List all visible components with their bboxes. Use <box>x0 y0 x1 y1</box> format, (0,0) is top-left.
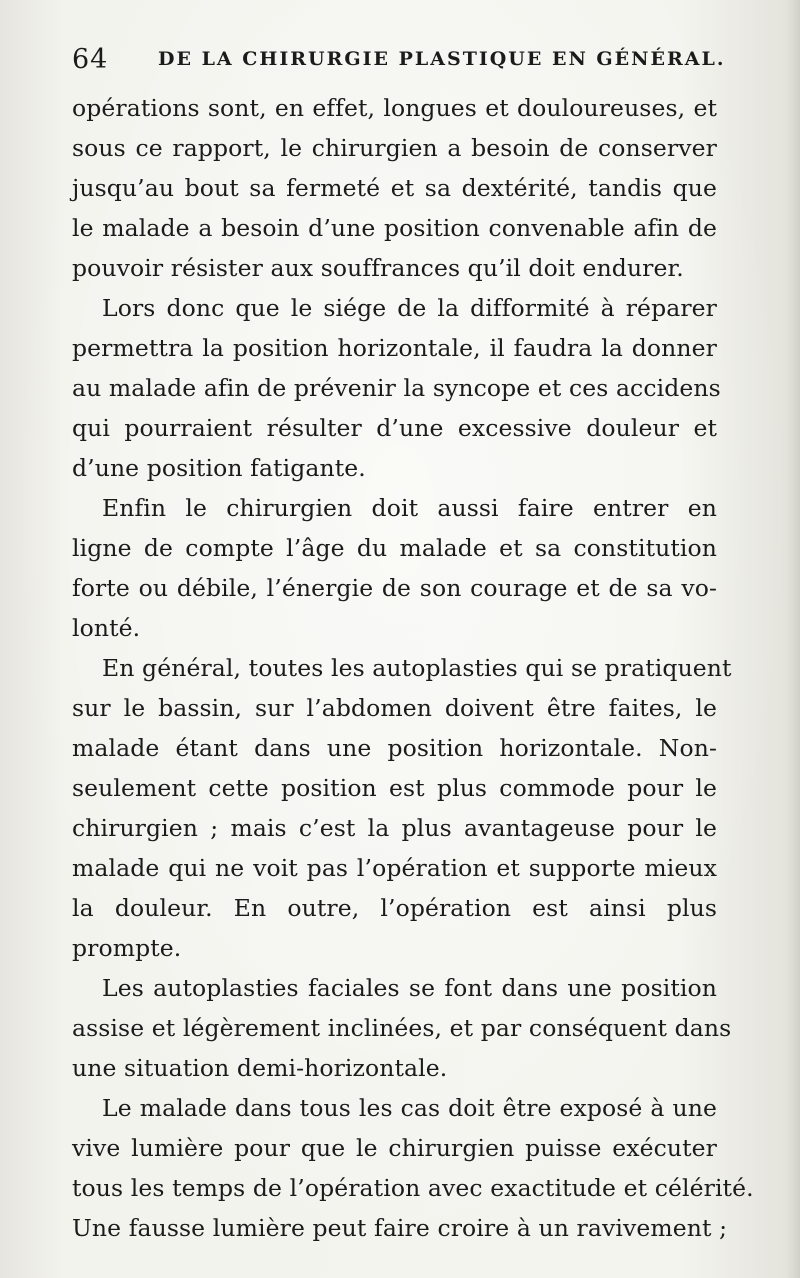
text-line: Le malade dans tous les cas doit être exposé à une <box>102 1094 717 1122</box>
page-edge-shadow <box>786 0 800 1278</box>
text-line: pouvoir résister aux souffrances qu’il doit endurer. <box>72 254 684 282</box>
text-line: prompte. <box>72 934 182 962</box>
text-line: seulement cette position est plus commode pour le <box>72 774 717 802</box>
text-line: le malade a besoin d’une position convenable afin de <box>72 214 717 242</box>
text-line: Une fausse lumière peut faire croire à un ravivement ; <box>72 1214 728 1242</box>
page-number: 64 <box>72 44 109 75</box>
text-line: d’une position fatigante. <box>72 454 366 482</box>
text-line: assise et légèrement inclinées, et par conséquent dans <box>72 1014 732 1042</box>
text-line: qui pourraient résulter d’une excessive douleur et <box>72 414 717 442</box>
text-line: En général, toutes les autoplasties qui se pratiquent <box>102 654 732 682</box>
text-line: chirurgien ; mais c’est la plus avantageuse pour le <box>72 814 717 842</box>
text-line: malade qui ne voit pas l’opération et supporte mieux <box>72 854 717 882</box>
text-line: malade étant dans une position horizontale. Non- <box>72 734 717 762</box>
text-line: forte ou débile, l’énergie de son courage et de sa vo- <box>72 574 717 602</box>
text-line: jusqu’au bout sa fermeté et sa dextérité, tandis que <box>72 174 717 202</box>
text-line: sur le bassin, sur l’abdomen doivent être faites, le <box>72 694 717 722</box>
text-line: vive lumière pour que le chirurgien puisse exécuter <box>72 1134 717 1162</box>
text-line: sous ce rapport, le chirurgien a besoin de conserver <box>72 134 717 162</box>
text-line: permettra la position horizontale, il faudra la donner <box>72 334 717 362</box>
body-text <box>72 88 754 1248</box>
text-line: au malade afin de prévenir la syncope et ces accidens <box>72 374 721 402</box>
text-line: opérations sont, en effet, longues et douloureuses, et <box>72 94 717 122</box>
text-line: lonté. <box>72 614 141 642</box>
text-line: tous les temps de l’opération avec exactitude et célérité. <box>72 1174 754 1202</box>
running-title: DE LA CHIRURGIE PLASTIQUE EN GÉNÉRAL. <box>158 48 726 70</box>
text-line: Les autoplasties faciales se font dans une position <box>102 974 717 1002</box>
text-line: Lors donc que le siége de la difformité à réparer <box>102 294 717 322</box>
page-header <box>72 40 726 80</box>
text-line: ligne de compte l’âge du malade et sa constitution <box>72 534 717 562</box>
text-line: Enfin le chirurgien doit aussi faire entrer en <box>102 494 717 522</box>
text-line: une situation demi-horizontale. <box>72 1054 448 1082</box>
text-line: la douleur. En outre, l’opération est ainsi plus <box>72 894 717 922</box>
